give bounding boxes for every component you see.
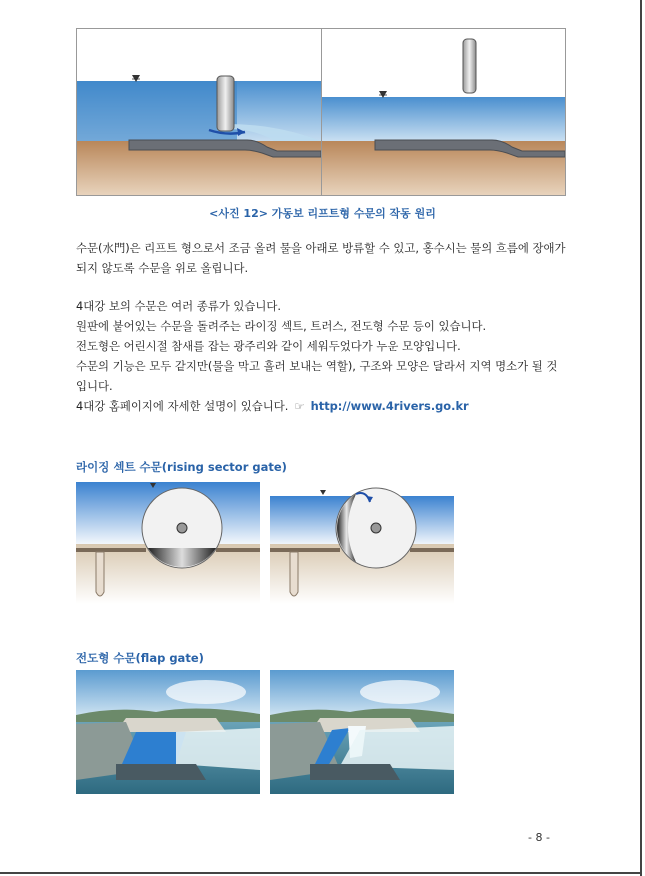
paragraph-line: 전도형은 어린시절 참새를 잡는 광주리와 같이 세워두었다가 누운 모양입니다. [76,339,461,353]
rising-sector-gate-open-image [270,482,454,604]
pointing-hand-icon: ☞ [294,399,305,413]
flap-gate-heading: 전도형 수문(flap gate) [76,651,204,665]
paragraph-line: 수문의 기능은 모두 같지만(물을 막고 흘러 보내는 역할), 구조와 모양은 달라서 지역 명소가 될 것입니다. [76,359,558,393]
paragraph-line: 원판에 붙어있는 수문을 돌려주는 라이징 섹트, 트러스, 전도형 수문 등이 있습니다. [76,319,487,333]
paragraph-line: 4대강 보의 수문은 여러 종류가 있습니다. [76,299,282,313]
flap-gate-lowered-image [270,670,454,794]
rising-sector-gate-closed-image [76,482,260,604]
page-border-right [640,0,642,876]
figure-12-caption: <사진 12> 가동보 리프트형 수문의 작동 원리 [209,207,436,220]
flap-gate-raised-image [76,670,260,794]
page-border-bottom [0,872,642,874]
figure-12-panel-gate-lifted [322,29,565,195]
paragraph-gate-types [76,296,566,416]
page-number: - 8 - [528,831,550,844]
homepage-line [76,396,566,416]
homepage-link[interactable]: http://www.4rivers.go.kr [310,399,469,413]
rising-sector-heading: 라이징 섹트 수문(rising sector gate) [76,460,287,474]
figure-12-panel-gate-lowered [77,29,321,195]
homepage-text: 4대강 홈페이지에 자세한 설명이 있습니다. [76,399,289,413]
figure-12 [76,28,566,196]
paragraph-sluice-description: 수문(水門)은 리프트 형으로서 조금 올려 물을 아래로 방류할 수 있고, 홍수시는 물의 흐름에 장애가 되지 않도록 수문을 위로 올립니다. [76,241,566,275]
